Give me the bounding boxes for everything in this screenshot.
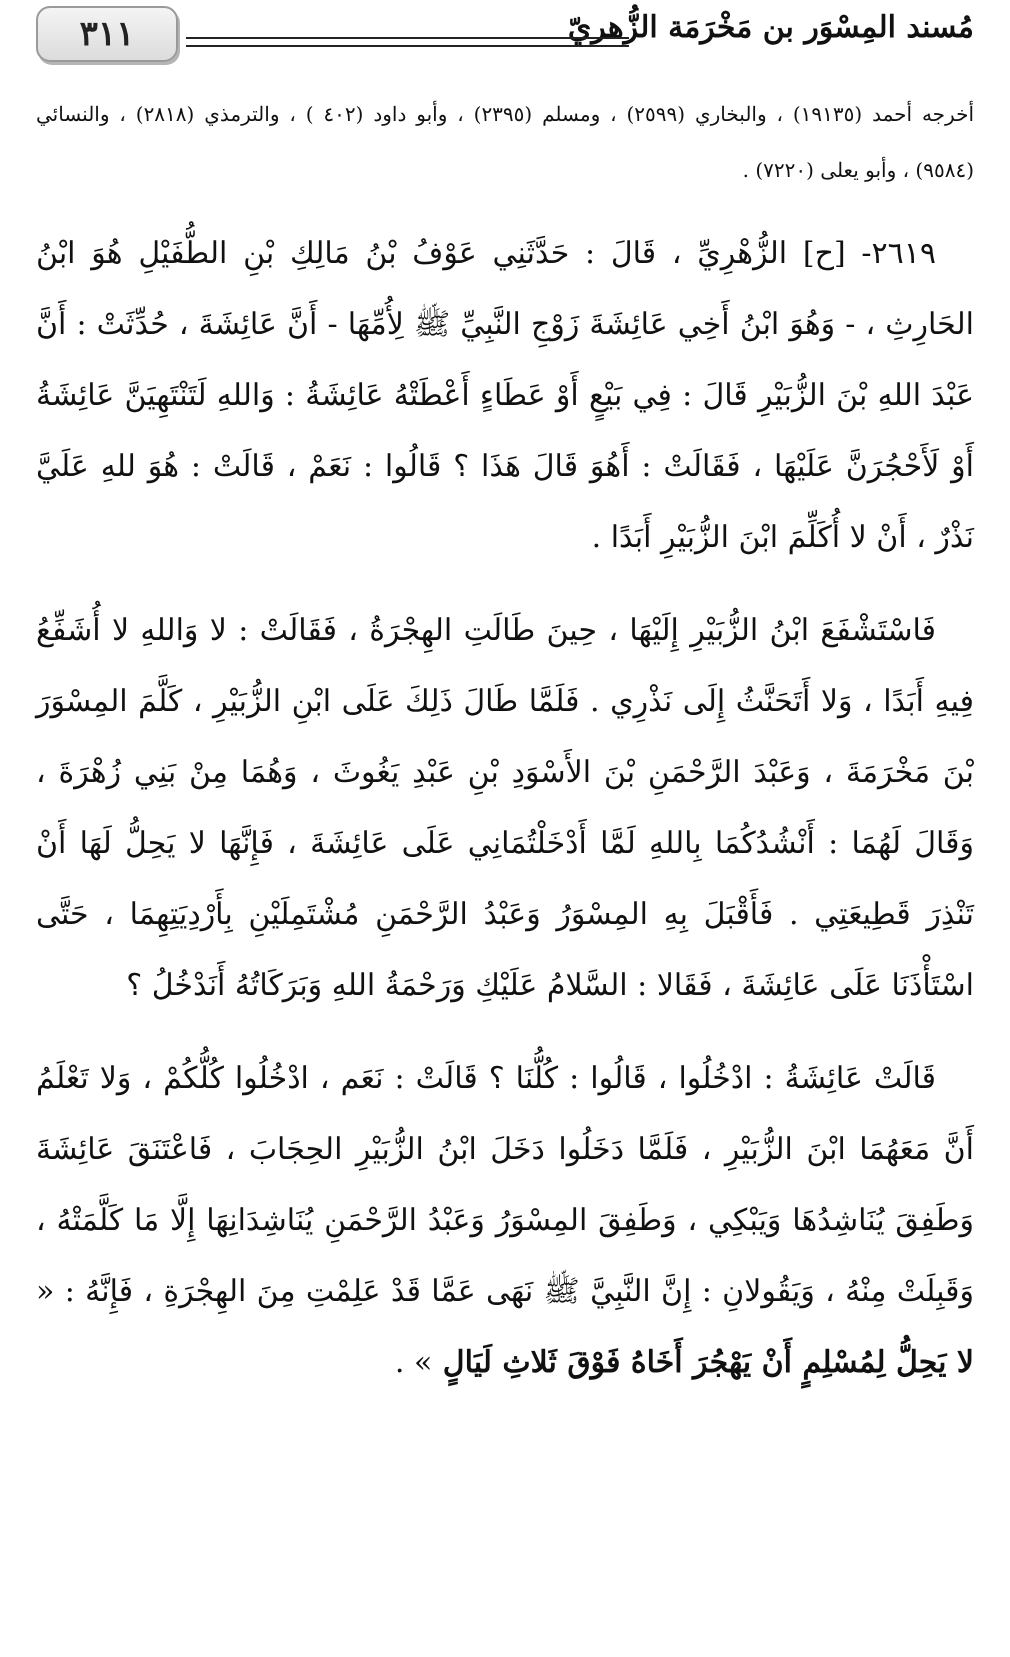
takhrij-note: أخرجه أحمد (١٩١٣٥) ، والبخاري (٢٥٩٩) ، ومسلم (٢٣٩٥) ، وأبو داود (٤٠٢ ) ، والترمذي (٢٨١٨) ، والنسائي (٩٥٨٤) ، وأبو يعلى (٧٢٢٠) . [36,102,975,182]
page-header [36,6,974,66]
header-divider [186,37,629,47]
page-number: ٣١١ [79,14,135,54]
hadith-paragraph-1 [36,218,974,573]
paragraph-3-end: » . [394,1345,433,1380]
paragraph-2-text: فَاسْتَشْفَعَ ابْنُ الزُّبَيْرِ إِلَيْهَا ، حِينَ طَالَتِ الهِجْرَةُ ، فَقَالَتْ : لا وَاللهِ لا أُشَفِّعُ فِيهِ أَبَدًا ، وَلا أَتَحَنَّثُ إِلَى نَذْرِي . فَلَمَّا طَالَ ذَلِكَ عَلَى ابْنِ الزُّبَيْرِ ، كَلَّمَ المِسْوَرَ بْنَ مَخْرَمَةَ ، وَعَبْدَ الرَّحْمَنِ بْنَ الأَسْوَدِ بْنِ عَبْدِ يَغُوثَ ، وَهُمَا مِنْ بَنِي زُهْرَةَ ، وَقَالَ لَهُمَا : أَنْشُدُكُمَا بِاللهِ لَمَّا أَدْخَلْتُمَانِي عَلَى عَائِشَةَ ، فَإِنَّهَا لا يَحِلُّ لَهَا أَنْ تَنْذِرَ قَطِيعَتِي . فَأَقْبَلَ بِهِ المِسْوَرُ وَعَبْدُ الرَّحْمَنِ مُشْتَمِلَيْنِ بِأَرْدِيَتِهِمَا ، حَتَّى اسْتَأْذَنَا عَلَى عَائِشَةَ ، فَقَالا : السَّلامُ عَلَيْكِ وَرَحْمَةُ اللهِ وَبَرَكَاتُهُ أَنَدْخُلُ ؟ [36,613,974,1003]
paragraph-1-text: ٢٦١٩- [ح] الزُّهْرِيِّ ، قَالَ : حَدَّثَنِي عَوْفُ بْنُ مَالِكِ بْنِ الطُّفَيْلِ هُوَ ابْنُ الحَارِثِ ، - وَهُوَ ابْنُ أَخِي عَائِشَةَ زَوْجِ النَّبِيِّ ﷺ لِأُمِّهَا - أَنَّ عَائِشَةَ ، حُدِّثَتْ : أَنَّ عَبْدَ اللهِ بْنَ الزُّبَيْرِ قَالَ : فِي بَيْعٍ أَوْ عَطَاءٍ أَعْطَتْهُ عَائِشَةُ : وَاللهِ لَتَنْتَهِيَنَّ عَائِشَةُ أَوْ لَأَحْجُرَنَّ عَلَيْهَا ، فَقَالَتْ : أَهُوَ قَالَ هَذَا ؟ قَالُوا : نَعَمْ ، قَالَتْ : هُوَ للهِ عَلَيَّ نَذْرٌ ، أَنْ لا أُكَلِّمَ ابْنَ الزُّبَيْرِ أَبَدًا . [36,236,974,555]
prophetic-saying: لا يَحِلُّ لِمُسْلِمٍ أَنْ يَهْجُرَ أَخَاهُ فَوْقَ ثَلاثِ لَيَالٍ [432,1345,974,1380]
page-number-badge [36,6,178,62]
hadith-paragraph-2 [36,595,974,1021]
hadith-text [36,218,974,1420]
paragraph-3-text: قَالَتْ عَائِشَةُ : ادْخُلُوا ، قَالُوا : كُلُّنَا ؟ قَالَتْ : نَعَم ، ادْخُلُوا كُلُّكُمْ ، وَلا تَعْلَمُ أَنَّ مَعَهُمَا ابْنَ الزُّبَيْرِ ، فَلَمَّا دَخَلُوا دَخَلَ ابْنُ الزُّبَيْرِ الحِجَابَ ، فَاعْتَنَقَ عَائِشَةَ وَطَفِقَ يُنَاشِدُهَا وَيَبْكِي ، وَطَفِقَ المِسْوَرُ وَعَبْدُ الرَّحْمَنِ يُنَاشِدَانِهَا إِلَّا مَا كَلَّمَتْهُ ، وَقَبِلَتْ مِنْهُ ، وَيَقُولانِ : إِنَّ النَّبِيَّ ﷺ نَهَى عَمَّا قَدْ عَلِمْتِ مِنَ الهِجْرَةِ ، فَإِنَّهُ : « [36,1061,974,1309]
hadith-paragraph-3 [36,1043,974,1398]
running-title: مُسند المِسْوَر بن مَخْرَمَة الزُّهريّ [567,10,974,45]
